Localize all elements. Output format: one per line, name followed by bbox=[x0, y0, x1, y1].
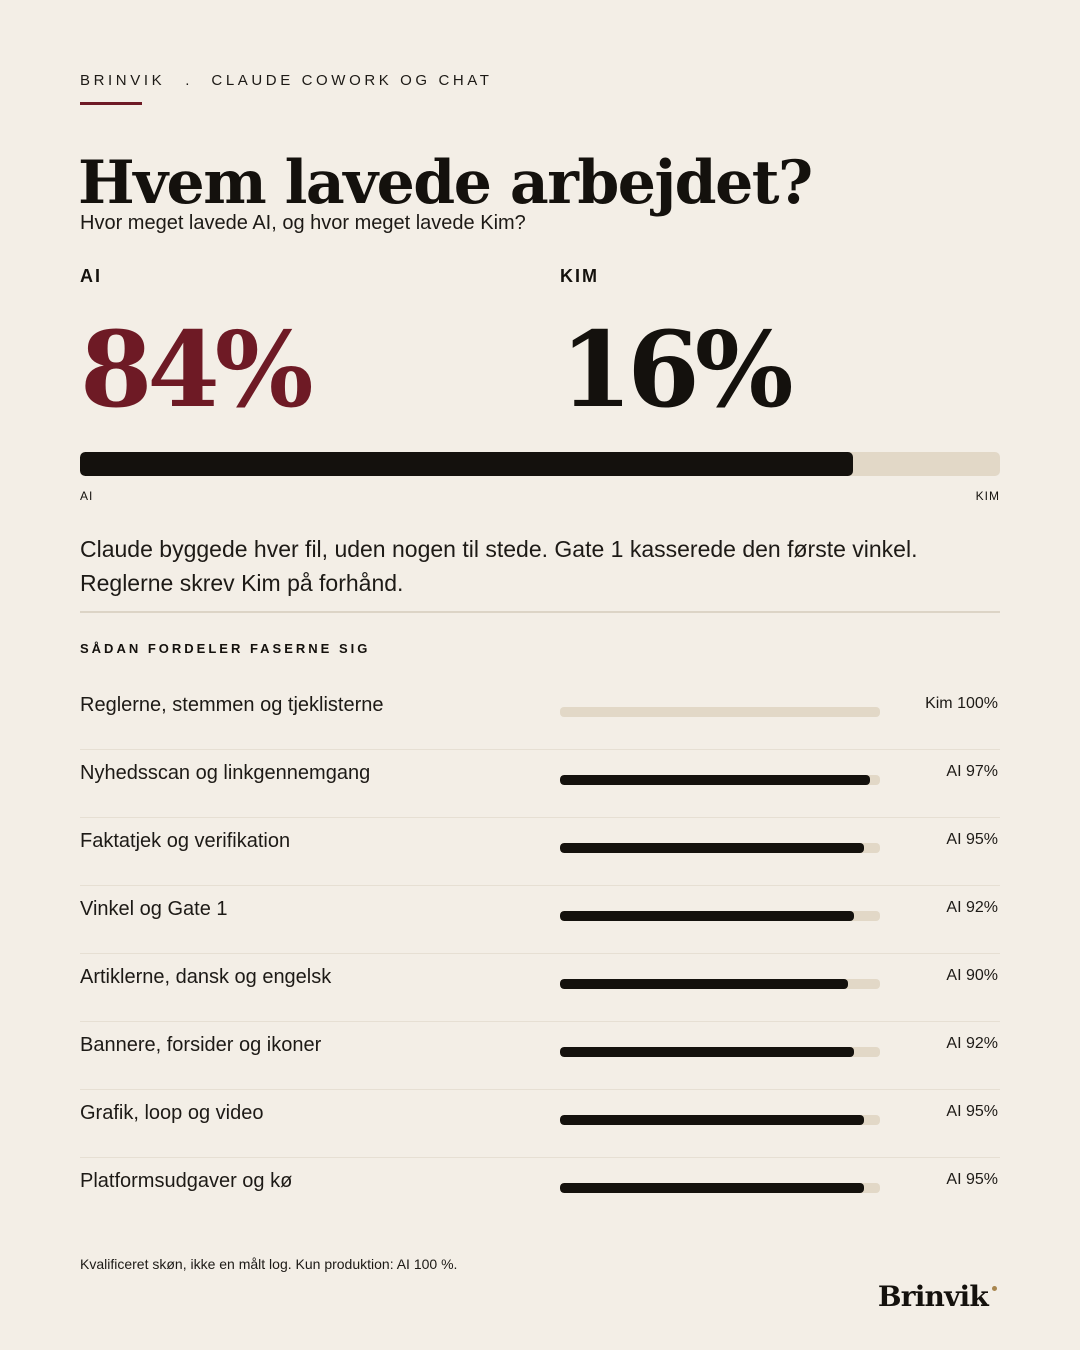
phase-label: Nyhedsscan og linkgennemgang bbox=[80, 762, 371, 784]
phase-bar-track bbox=[560, 911, 880, 921]
phase-label: Faktatjek og verifikation bbox=[80, 830, 291, 852]
phase-row bbox=[80, 750, 1000, 818]
phase-row bbox=[80, 818, 1000, 886]
ai-share-label: AI bbox=[80, 266, 102, 286]
phases-section-label: SÅDAN FORDELER FASERNE SIG bbox=[80, 641, 371, 656]
kicker-separator: . bbox=[185, 72, 190, 89]
brand-logo: Brinvik bbox=[877, 1280, 988, 1313]
phase-label: Bannere, forsider og ikoner bbox=[80, 1034, 322, 1056]
phase-bar-fill bbox=[560, 1183, 864, 1193]
phase-row bbox=[80, 954, 1000, 1022]
split-bar-right-label: KIM bbox=[975, 489, 1000, 503]
phase-row bbox=[80, 1158, 1000, 1225]
phase-value-label: AI 97% bbox=[946, 763, 998, 780]
phase-bar-track bbox=[560, 775, 880, 785]
phase-label: Reglerne, stemmen og tjeklisterne bbox=[80, 694, 384, 716]
phase-value-label: AI 90% bbox=[946, 967, 998, 984]
kim-share-label: KIM bbox=[560, 266, 599, 286]
phase-value-label: AI 92% bbox=[946, 1035, 998, 1052]
phase-value-label: AI 95% bbox=[946, 831, 998, 848]
phase-bar-track bbox=[560, 979, 880, 989]
kicker-underline bbox=[80, 102, 142, 105]
phase-label: Platformsudgaver og kø bbox=[80, 1170, 293, 1192]
split-bar-ai-fill bbox=[80, 452, 853, 476]
phase-label: Vinkel og Gate 1 bbox=[80, 898, 228, 920]
phase-bar-fill bbox=[560, 911, 854, 921]
phase-label: Grafik, loop og video bbox=[80, 1102, 264, 1124]
phase-row bbox=[80, 682, 1000, 750]
phase-bar-fill bbox=[560, 843, 864, 853]
kicker bbox=[80, 72, 493, 89]
description: Claude byggede hver fil, uden nogen til stede. Gate 1 kasserede den første vinkel. Reglerne skrev Kim på forhånd. bbox=[80, 536, 918, 596]
page-subtitle: Hvor meget lavede AI, og hvor meget lavede Kim? bbox=[80, 212, 526, 234]
split-bar-left-label: AI bbox=[80, 489, 94, 503]
phase-bar-track bbox=[560, 1115, 880, 1125]
phase-bar-track bbox=[560, 1047, 880, 1057]
footnote: Kvalificeret skøn, ikke en målt log. Kun produktion: AI 100 %. bbox=[80, 1256, 458, 1272]
phase-value-label: Kim 100% bbox=[925, 695, 998, 712]
phase-bar-fill bbox=[560, 979, 848, 989]
phase-bar-fill bbox=[560, 1115, 864, 1125]
phase-bar-track bbox=[560, 843, 880, 853]
phase-bar-track bbox=[560, 707, 880, 717]
kicker-brand: BRINVIK bbox=[80, 72, 166, 89]
logo-dot-icon bbox=[992, 1286, 997, 1291]
phase-row bbox=[80, 1090, 1000, 1158]
phase-label: Artiklerne, dansk og engelsk bbox=[80, 966, 332, 988]
page-title: Hvem lavede arbejdet? bbox=[78, 148, 812, 218]
phases-list bbox=[80, 682, 1000, 1225]
phase-row bbox=[80, 1022, 1000, 1090]
ai-share-value: 84% bbox=[80, 308, 309, 431]
divider bbox=[80, 611, 1000, 613]
phase-value-label: AI 92% bbox=[946, 899, 998, 916]
phase-value-label: AI 95% bbox=[946, 1103, 998, 1120]
kim-share-value: 16% bbox=[560, 308, 789, 431]
phase-row bbox=[80, 886, 1000, 954]
phase-bar-track bbox=[560, 1183, 880, 1193]
split-bar bbox=[80, 452, 1000, 476]
phase-bar-fill bbox=[560, 1047, 854, 1057]
phase-value-label: AI 95% bbox=[946, 1171, 998, 1188]
phase-bar-fill bbox=[560, 775, 870, 785]
kicker-section: CLAUDE COWORK OG CHAT bbox=[211, 72, 493, 89]
